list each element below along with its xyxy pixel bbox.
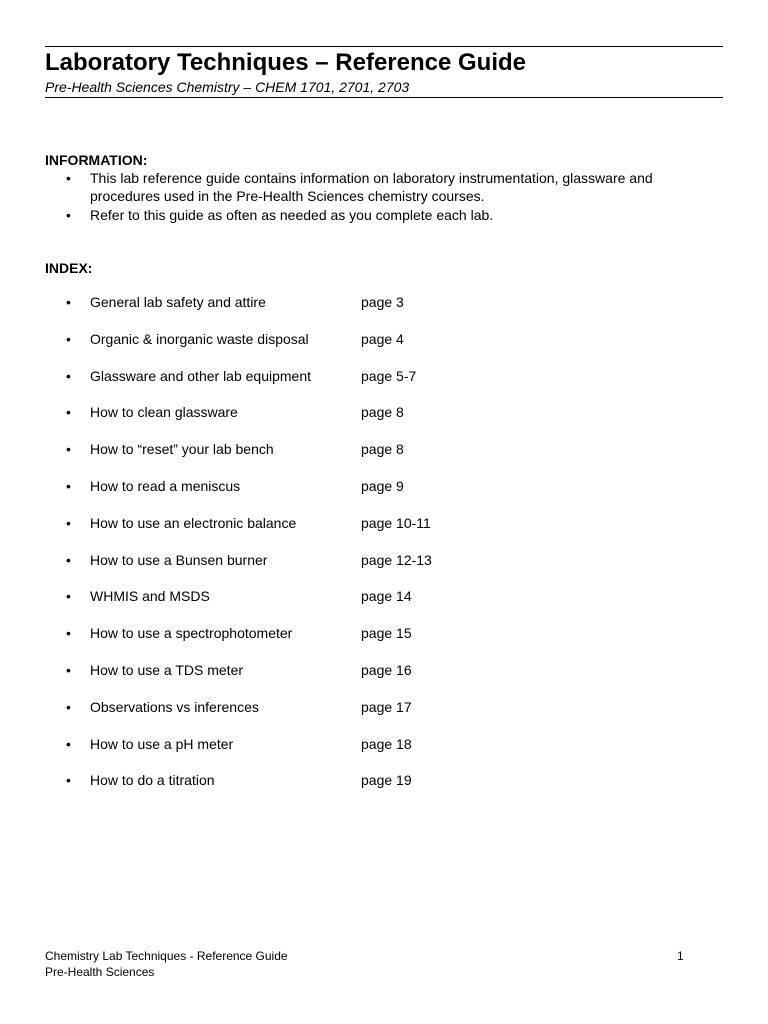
index-topic: General lab safety and attire [90,294,266,310]
index-page-ref: page 16 [361,661,412,678]
index-entry [45,440,645,458]
information-item [45,169,705,205]
bullet-icon: • [66,588,71,605]
bullet-icon: • [66,441,71,458]
index-entry [45,514,645,532]
bullet-icon: • [66,330,71,347]
index-page-ref: page 10-11 [361,514,431,531]
footer-page-number: 1 [677,949,684,963]
index-page-ref: page 18 [361,735,412,752]
document-title: Laboratory Techniques – Reference Guide [45,49,527,76]
index-entry [45,624,645,642]
bullet-icon: • [66,551,71,568]
bullet-icon: • [66,625,71,642]
index-page-ref: page 8 [361,441,404,458]
bullet-icon: • [66,294,71,310]
index-entry [45,551,645,569]
page-footer [45,948,288,980]
bullet-icon: • [66,514,71,531]
information-list [45,169,705,225]
index-topic: WHMIS and MSDS [90,588,210,605]
information-heading: INFORMATION: [45,152,148,168]
index-page-ref: page 8 [361,404,404,421]
bullet-icon: • [66,170,71,186]
index-topic: Glassware and other lab equipment [90,367,312,384]
index-topic: How to use a TDS meter [90,661,244,678]
header-bottom-rule [45,97,723,98]
index-page-ref: page 4 [361,330,404,347]
bullet-icon: • [66,698,71,715]
index-page-ref: page 12-13 [361,551,432,568]
header-top-rule [45,46,723,47]
index-page-ref: page 19 [361,772,412,789]
bullet-icon: • [66,404,71,421]
index-entry [45,293,645,311]
index-topic: How to use a Bunsen burner [90,551,268,568]
index-topic: How to “reset” your lab bench [90,441,274,458]
index-page-ref: page 17 [361,698,412,715]
information-item-text: Refer to this guide as often as needed as you complete each lab. [90,207,494,223]
index-topic: How to read a meniscus [90,477,241,494]
footer-document-name: Chemistry Lab Techniques - Reference Guide [45,949,288,963]
index-page-ref: page 3 [361,294,404,310]
index-page-ref: page 15 [361,625,412,642]
index-entry [45,735,645,753]
bullet-icon: • [66,735,71,752]
index-entry [45,771,645,789]
index-entry [45,587,645,605]
index-entry [45,367,645,385]
index-page-ref: page 9 [361,477,404,494]
index-list [45,293,645,808]
bullet-icon: • [66,661,71,678]
information-item [45,206,705,224]
index-topic: Observations vs inferences [90,698,259,715]
bullet-icon: • [66,772,71,789]
index-topic: How to clean glassware [90,404,238,421]
footer-program-name: Pre-Health Sciences [45,965,155,979]
index-topic: Organic & inorganic waste disposal [90,330,309,347]
index-entry [45,330,645,348]
index-topic: How to do a titration [90,772,215,789]
index-page-ref: page 14 [361,588,412,605]
bullet-icon: • [66,207,71,223]
index-entry [45,661,645,679]
index-topic: How to use a spectrophotometer [90,625,293,642]
index-topic: How to use an electronic balance [90,514,297,531]
index-entry [45,403,645,421]
index-entry [45,477,645,495]
index-entry [45,698,645,716]
document-subtitle: Pre-Health Sciences Chemistry – CHEM 1701, 2701, 2703 [45,79,410,95]
bullet-icon: • [66,367,71,384]
index-topic: How to use a pH meter [90,735,234,752]
information-item-text: This lab reference guide contains information on laboratory instrumentation, glassware and procedures used in the Pre-Health Sciences chemistry courses. [90,170,653,204]
index-heading: INDEX: [45,260,93,276]
index-page-ref: page 5-7 [361,367,417,384]
bullet-icon: • [66,477,71,494]
